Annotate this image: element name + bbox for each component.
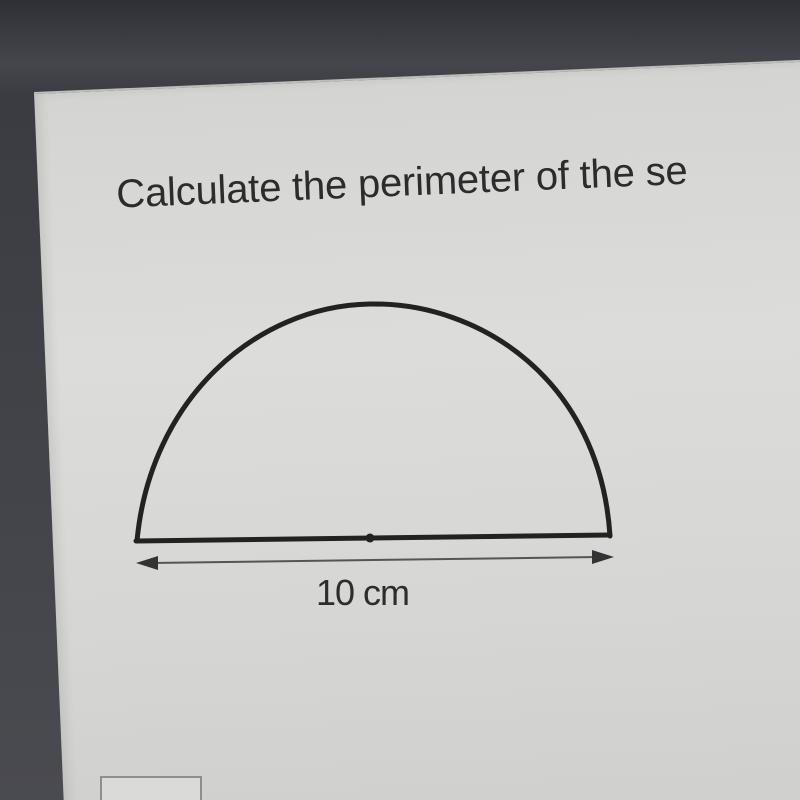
question-text: Calculate the perimeter of the se xyxy=(115,148,689,217)
diameter-label: 10 cm xyxy=(316,572,410,613)
question-panel xyxy=(34,58,800,800)
answer-input-box[interactable] xyxy=(100,776,202,800)
